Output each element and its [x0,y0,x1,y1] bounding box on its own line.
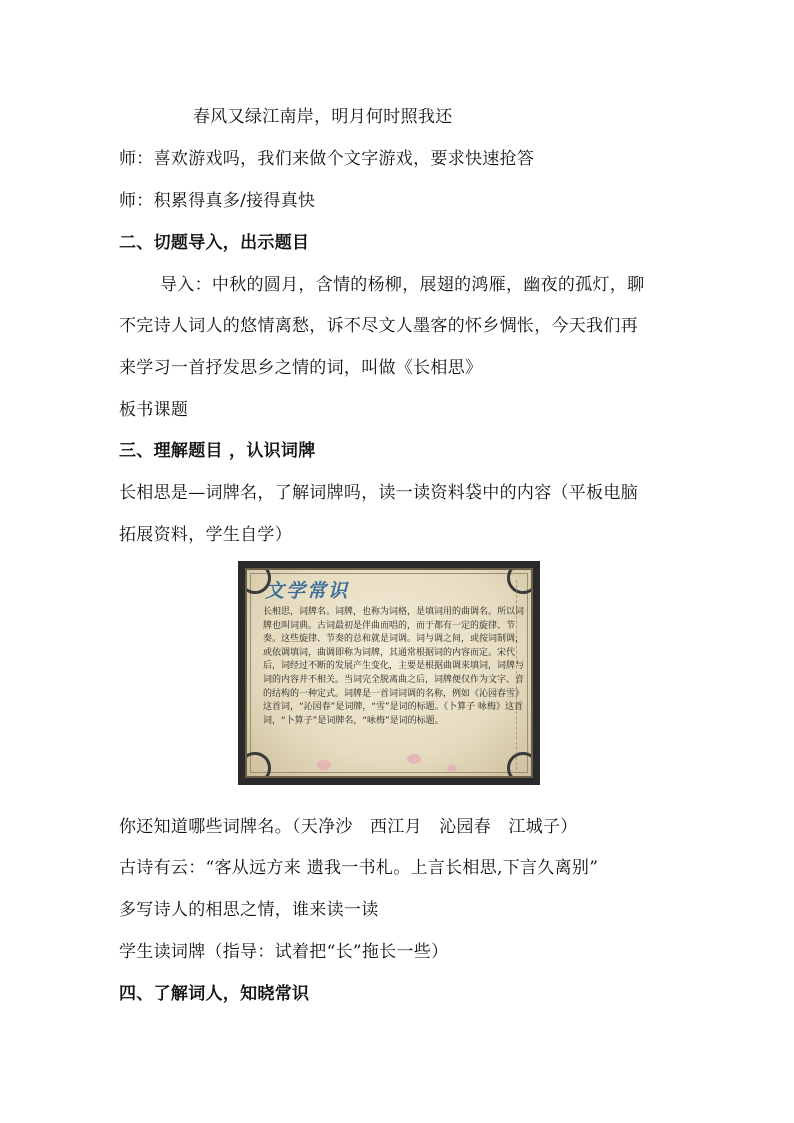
text-line-12: 你还知道哪些词牌名。（天净沙 西江月 沁园春 江城子） [119,817,578,837]
ornament-corner-icon [245,752,271,778]
text-line-13: 古诗有云：“客从远方来 遗我一书札。上言长相思,下言久离别” [119,858,599,878]
section-heading-2: 二、切题导入，出示题目 [119,233,310,253]
card-body-text: 长相思，词牌名。词牌，也称为词格，是填词用的曲调名。所以词牌也叫词典。古词最初是伴曲而唱的，而于都有一定的旋律、节奏。这些旋律、节奏的总和就是词调。词与调之间，或按词制调，或依调填词，曲调即称为词牌，其通常根据词的内容而定。宋代后，词经过不断的发展产生变化，主要是根据曲调来填词，词牌与词的内容并不相关。当词完全脱离曲之后，词牌便仅作为文字、音的结构的一种定式。词牌是一首词词调的名称，例如《沁园春雪》这首词，“沁园春”是词牌，“雪”是词的标题。《卜算子 咏梅》这首词，“卜算子”是词牌名，“咏梅”是词的标题。 [263,607,525,726]
section-heading-3: 三、理解题目 ，认识词牌 [119,441,316,461]
card-title: 文学常识 [265,580,350,602]
text-line-5: 导入：中秋的圆月，含情的杨柳，展翅的鸿雁，幽夜的孤灯，聊 [160,275,645,295]
blossom-icon [317,760,331,770]
section-heading-4: 四、了解词人，知晓常识 [119,984,310,1004]
text-line-7: 来学习一首抒发思乡之情的词，叫做《长相思》 [119,358,483,378]
text-line-11: 拓展资料，学生自学） [119,525,292,545]
text-line-6: 不完诗人词人的悠情离愁，诉不尽文人墨客的怀乡惆怅，今天我们再 [119,316,638,336]
blossom-icon [447,765,457,772]
card-parchment [245,568,533,778]
text-line-1: 春风又绿江南岸，明月何时照我还 [193,107,453,127]
text-line-8: 板书课题 [119,400,189,420]
text-line-14: 多写诗人的相思之情，谁来读一读 [119,900,379,920]
literature-knowledge-card [238,561,540,785]
text-line-15: 学生读词牌（指导：试着把“长”拖长一些） [119,942,449,962]
text-line-2: 师：喜欢游戏吗，我们来做个文字游戏，要求快速抢答 [119,149,535,169]
text-line-10: 长相思是—词牌名，了解词牌吗，读一读资料袋中的内容（平板电脑 [119,483,638,503]
text-line-3: 师：积累得真多/接得真快 [119,191,316,211]
blossom-icon [407,754,421,764]
